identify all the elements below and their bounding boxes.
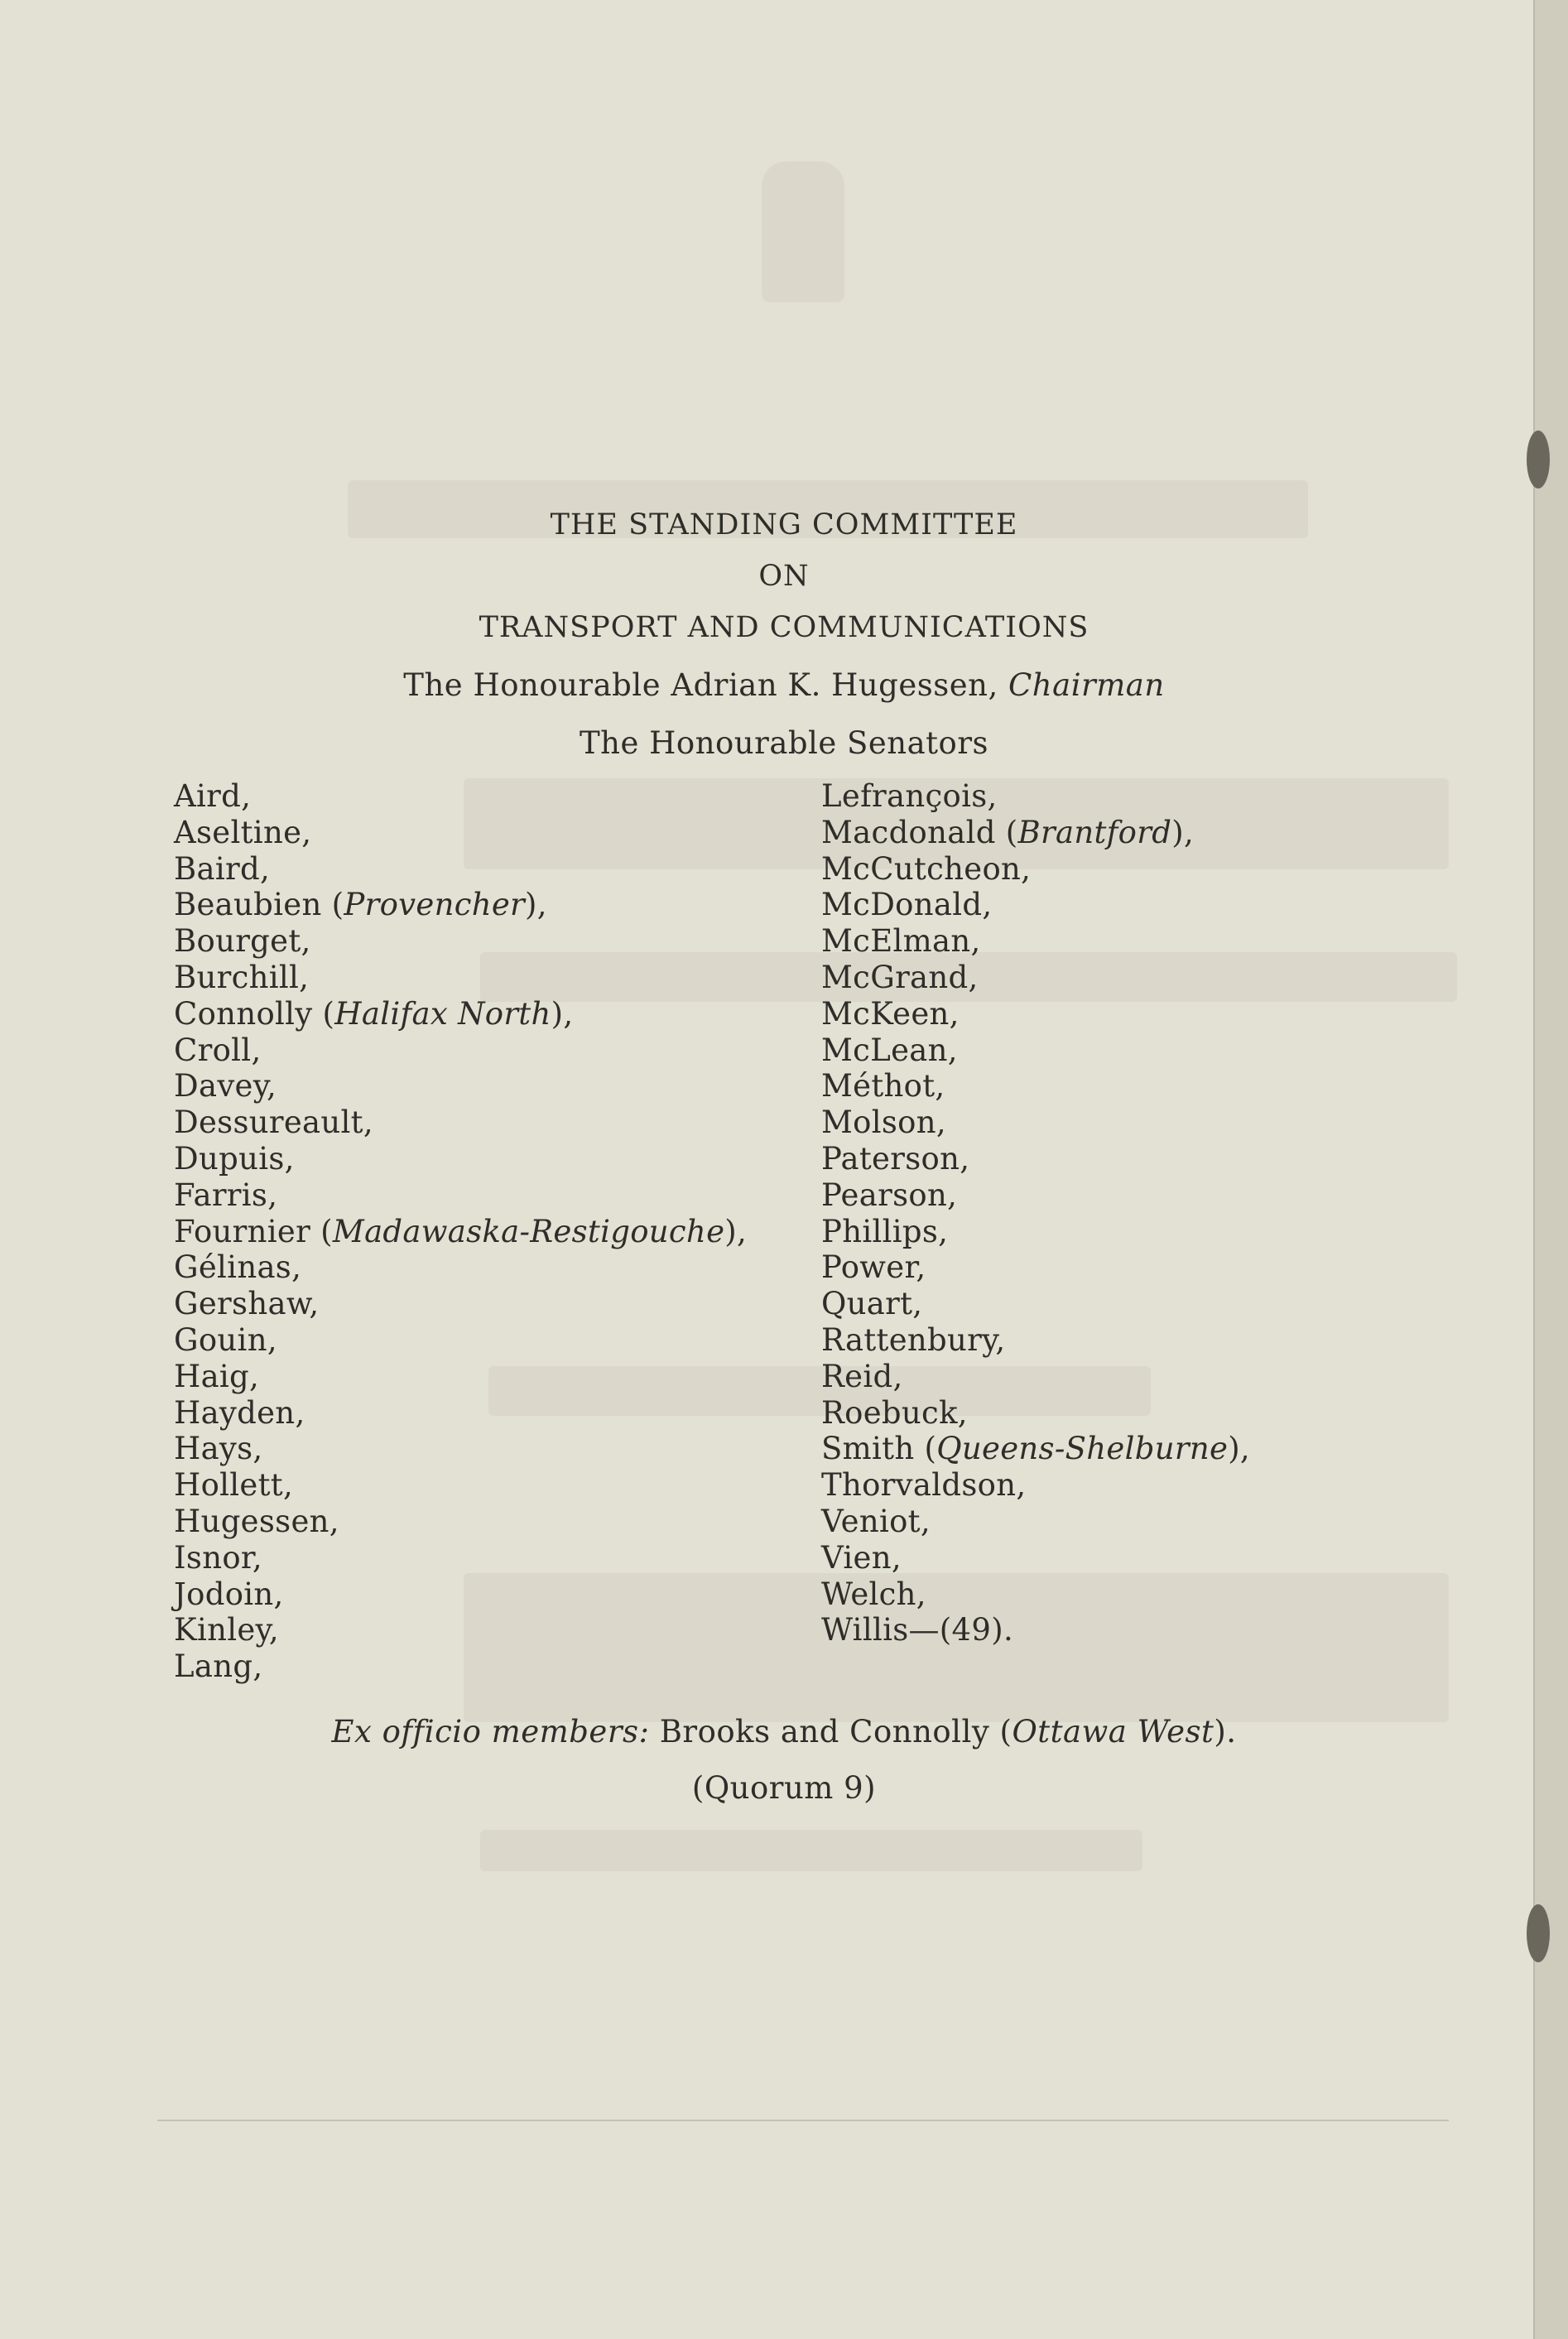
member-entry [174,851,747,888]
member-entry [821,960,1250,996]
member-name: Connolly ( [174,995,335,1032]
member-region: Queens-Shelburne [936,1431,1229,1467]
member-entry [174,1540,747,1576]
member-name: Burchill, [174,959,310,995]
member-name: Welch, [821,1576,926,1612]
member-entry [174,1431,747,1467]
member-entry [821,1214,1250,1250]
member-region: Provencher [344,887,526,923]
member-suffix: ), [1228,1431,1250,1467]
ex-officio-line [0,1714,1568,1750]
member-entry [821,923,1250,960]
quorum-line: (Quorum 9) [691,1770,877,1806]
bleed-through-text [480,1830,1142,1871]
member-name: Jodoin, [174,1576,284,1612]
member-entry [821,851,1250,888]
member-suffix: ), [551,995,574,1032]
member-entry [821,1576,1250,1613]
member-entry [821,996,1250,1032]
member-entry [821,1249,1250,1286]
member-name: Molson, [821,1105,946,1141]
page-edge [1533,0,1568,2339]
ex-officio-label: Ex officio members: [331,1714,650,1749]
chairman-name: The Honourable Adrian K. Hugessen, [403,667,998,703]
member-name: Aseltine, [174,814,312,850]
member-name: McKeen, [821,995,960,1032]
member-name: Rattenbury, [821,1321,1006,1358]
member-name: Veniot, [821,1503,931,1539]
member-entry [174,1395,747,1432]
members-list-left [174,778,747,1685]
member-name: Davey, [174,1068,277,1105]
member-name: Willis—(49). [821,1612,1014,1648]
member-entry [174,1576,747,1613]
member-entry [174,1032,747,1069]
ex-officio-region: Ottawa West [1012,1714,1214,1749]
member-entry [821,1612,1250,1648]
member-entry [174,1214,747,1250]
member-entry [821,1359,1250,1395]
member-name: Bourget, [174,923,311,960]
members-list-right [821,778,1250,1648]
member-entry [174,887,747,923]
member-name: Hollett, [174,1467,294,1504]
member-name: McGrand, [821,959,979,995]
member-name: Roebuck, [821,1394,968,1431]
member-name: Smith ( [821,1431,937,1467]
member-name: Reid, [821,1358,903,1394]
member-name: Quart, [821,1286,923,1322]
member-name: McDonald, [821,887,993,923]
member-entry [174,996,747,1032]
member-entry [174,1105,747,1141]
member-suffix: ), [1171,814,1195,850]
bleed-through-rule [157,2120,1449,2121]
member-name: Thorvaldson, [821,1467,1027,1504]
member-entry [821,1395,1250,1432]
member-name: Lang, [174,1648,263,1685]
member-entry [174,1249,747,1286]
member-name: Phillips, [821,1213,949,1249]
member-name: Vien, [821,1539,902,1576]
chairman-role: Chairman [1008,667,1165,703]
member-entry [174,778,747,815]
member-name: Macdonald ( [821,814,1018,850]
member-name: Gélinas, [174,1249,302,1286]
member-region: Halifax North [334,995,551,1032]
member-entry [174,1141,747,1177]
member-suffix: ), [724,1213,748,1249]
member-entry [821,1286,1250,1322]
member-name: Baird, [174,850,271,887]
member-entry [821,1431,1250,1467]
member-name: Gershaw, [174,1286,320,1322]
chairman-line [0,669,1568,702]
member-name: Dessureault, [174,1105,373,1141]
member-name: Farris, [174,1177,278,1213]
member-name: Kinley, [174,1612,279,1648]
member-entry [821,778,1250,815]
bleed-through-crest [762,161,844,302]
member-entry [821,1540,1250,1576]
member-name: Beaubien ( [174,887,344,923]
member-name: Dupuis, [174,1140,295,1177]
committee-subject: TRANSPORT AND COMMUNICATIONS [479,611,1089,644]
senators-heading: The Honourable Senators [579,725,989,761]
binding-hole [1527,1904,1550,1962]
member-entry [174,1322,747,1359]
member-entry [821,1177,1250,1214]
binding-hole [1527,431,1550,488]
member-name: Hugessen, [174,1503,339,1539]
member-name: Méthot, [821,1068,945,1105]
member-entry [821,815,1250,851]
member-name: Pearson, [821,1177,958,1213]
member-entry [174,1467,747,1504]
member-entry [174,1177,747,1214]
member-entry [174,1068,747,1105]
member-entry [174,1504,747,1540]
member-entry [174,960,747,996]
member-name: Croll, [174,1032,262,1068]
member-name: Hayden, [174,1394,305,1431]
ex-officio-text: Brooks and Connolly ( [649,1714,1012,1749]
member-entry [174,1612,747,1648]
member-name: McCutcheon, [821,850,1032,887]
member-entry [174,923,747,960]
member-name: Gouin, [174,1321,277,1358]
member-entry [821,1141,1250,1177]
member-name: McElman, [821,923,981,960]
member-name: Aird, [174,778,252,814]
member-name: Hays, [174,1431,263,1467]
member-name: Haig, [174,1358,260,1394]
member-suffix: ), [525,887,547,923]
member-entry [821,1032,1250,1069]
member-entry [174,1359,747,1395]
member-entry [174,815,747,851]
committee-title-on: ON [758,560,810,593]
member-name: Paterson, [821,1140,970,1177]
member-entry [821,1504,1250,1540]
member-entry [174,1286,747,1322]
member-name: Isnor, [174,1539,262,1576]
member-region: Brantford [1017,814,1172,850]
member-entry [174,1648,747,1685]
member-region: Madawaska-Restigouche [332,1213,725,1249]
member-entry [821,1322,1250,1359]
member-entry [821,1105,1250,1141]
member-entry [821,1467,1250,1504]
committee-title: THE STANDING COMMITTEE [550,508,1018,541]
member-name: McLean, [821,1032,958,1068]
member-entry [821,887,1250,923]
member-name: Power, [821,1249,926,1286]
member-entry [821,1068,1250,1105]
member-name: Lefrançois, [821,778,998,814]
ex-officio-suffix: ). [1214,1714,1237,1749]
member-name: Fournier ( [174,1213,333,1249]
